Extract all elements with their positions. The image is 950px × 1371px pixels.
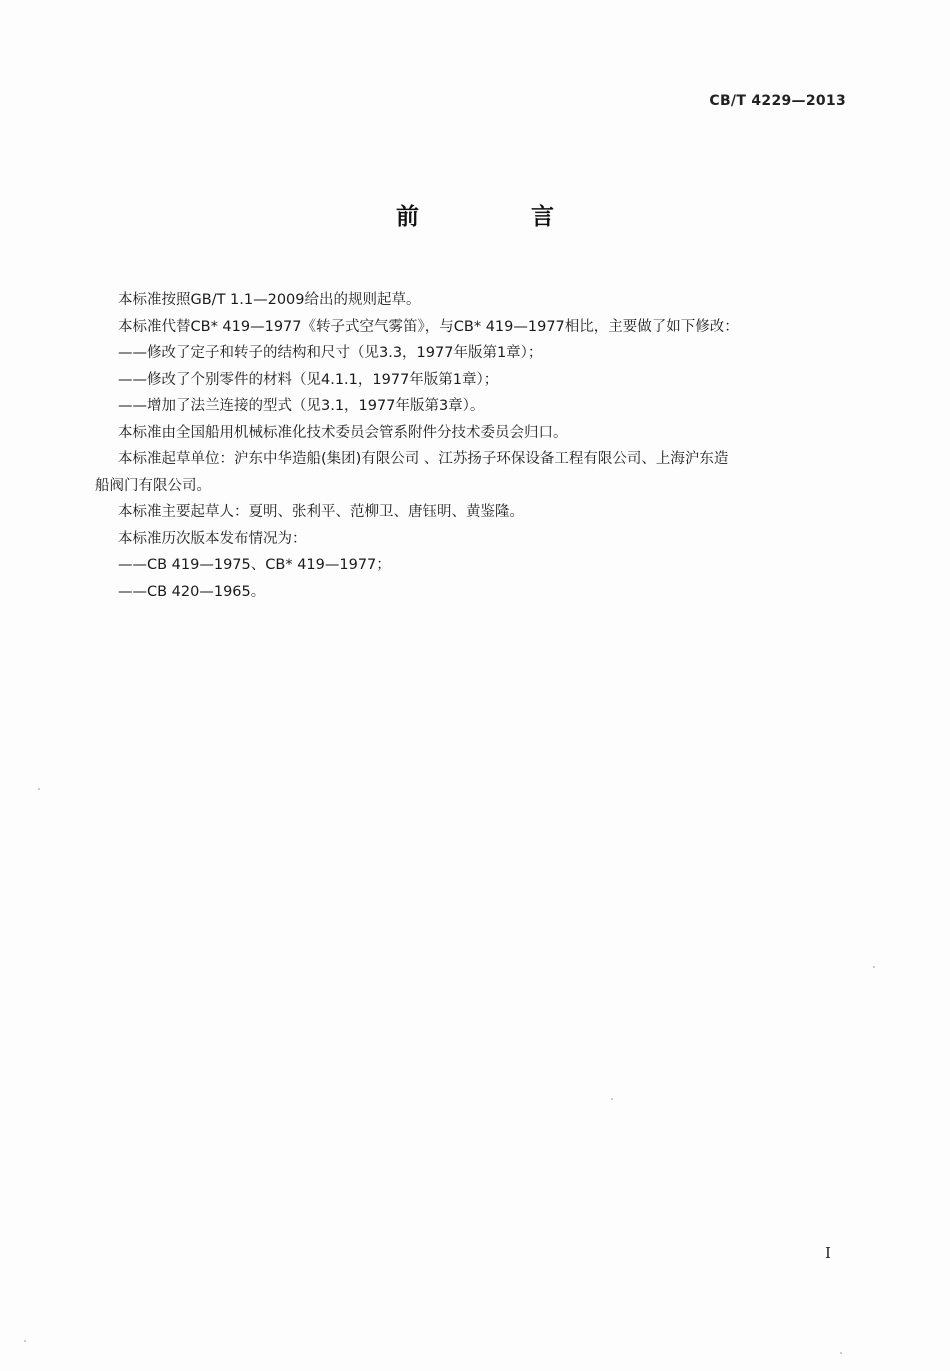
paragraph-drafting-rules: 本标准按照GB/T 1.1—2009给出的规则起草。 (118, 292, 421, 308)
scan-speck (840, 1352, 842, 1354)
scan-speck (38, 788, 40, 790)
history-item: ——CB 419—1975、CB* 419—1977； (118, 557, 391, 573)
paragraph-history: 本标准历次版本发布情况为： (118, 530, 307, 547)
scan-speck (611, 1098, 613, 1100)
page-title: 前 言 (395, 204, 606, 230)
page-number: I (825, 1244, 831, 1262)
paragraph-replaces: 本标准代替CB* 419—1977《转子式空气雾笛》，与CB* 419—1977相比，主要做了如下修改： (118, 318, 739, 335)
standard-number: CB/T 4229—2013 (709, 93, 846, 109)
paragraph-drafters: 本标准主要起草人：夏明、张利平、范柳卫、唐钰明、黄鉴隆。 (118, 504, 524, 520)
scan-speck (873, 966, 875, 968)
change-item: ——修改了个别零件的材料（见4.1.1，1977年版第1章）； (118, 371, 499, 388)
scan-speck (24, 1340, 26, 1342)
paragraph-drafting-units-cont: 船阀门有限公司。 (95, 477, 211, 494)
preface-body (95, 287, 855, 605)
change-item: ——修改了定子和转子的结构和尺寸（见3.3，1977年版第1章）； (118, 345, 543, 361)
history-item: ——CB 420—1965。 (118, 583, 266, 600)
change-item: ——增加了法兰连接的型式（见3.1，1977年版第3章）。 (118, 398, 485, 414)
paragraph-committee: 本标准由全国船用机械标准化技术委员会管系附件分技术委员会归口。 (118, 424, 568, 441)
paragraph-drafting-units: 本标准起草单位：沪东中华造船(集团)有限公司 、江苏扬子环保设备工程有限公司、上海沪东造 (118, 451, 729, 467)
